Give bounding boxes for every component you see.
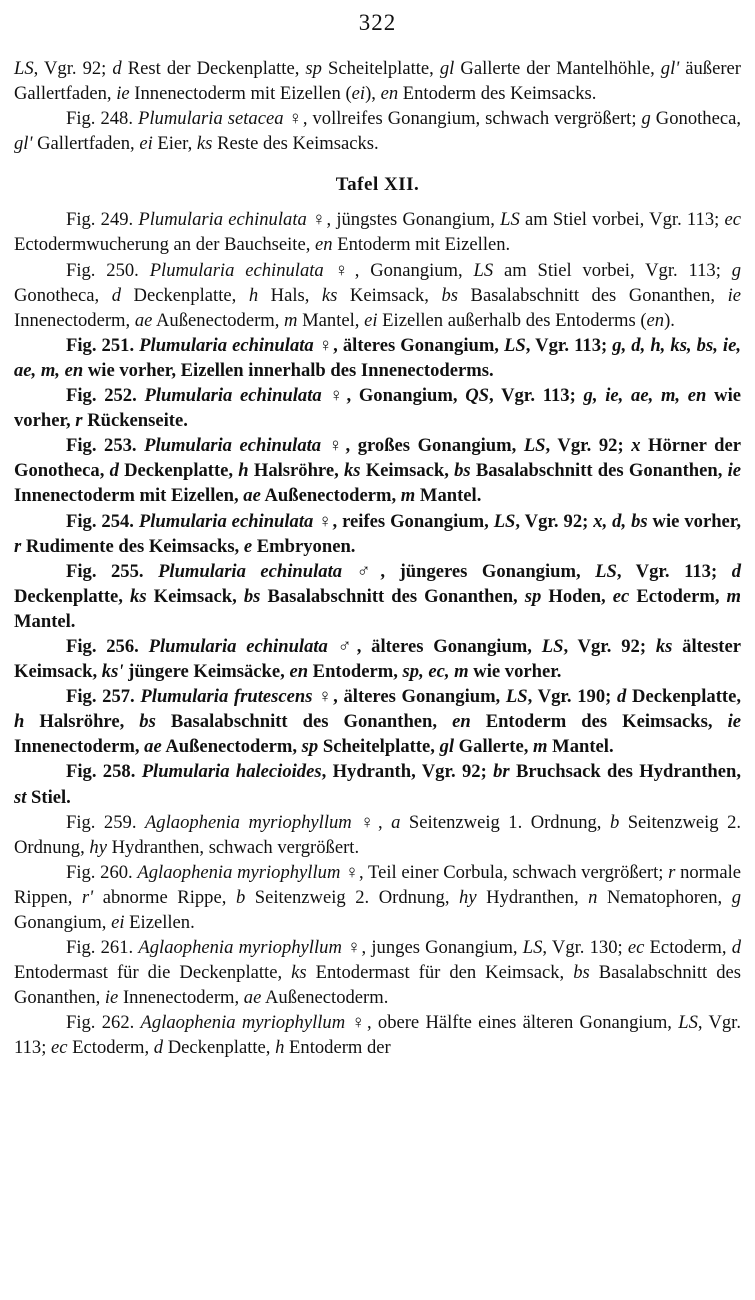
italic-run: ec [627, 937, 645, 959]
figure-caption-248 [14, 106, 741, 156]
italic-run: LS [523, 435, 546, 457]
italic-run: ks' [101, 661, 124, 683]
italic-run: n [588, 886, 598, 908]
text-run: Fig. 249. [66, 209, 139, 231]
text-run: Fig. 256. [66, 635, 149, 657]
italic-run: LS [541, 635, 564, 657]
text-run: Entoderm des Keimsacks. [398, 83, 597, 105]
italic-run: gl' [660, 58, 680, 79]
text-run: Basalabschnitt des Gonanthen, [155, 711, 453, 733]
italic-run: bs [454, 460, 471, 482]
text-run: Entoderm, [308, 661, 403, 683]
italic-run: ks [343, 460, 361, 482]
text-run: Stiel. [26, 786, 71, 808]
italic-run: e [243, 535, 253, 557]
text-run: ♂, älteres Gonangium, [327, 635, 542, 657]
italic-run: d [111, 284, 122, 306]
text-run: Fig. 248. [66, 108, 139, 130]
text-run: Hals, [258, 284, 322, 306]
italic-run: sp [305, 58, 322, 79]
italic-run: h [238, 460, 249, 482]
text-run: Gonotheca, [14, 284, 112, 306]
text-run: Deckenplatte, [626, 686, 742, 708]
italic-run: Plumularia echinulata [149, 259, 324, 281]
italic-run: LS [504, 334, 526, 356]
text-run: Deckenplatte, [118, 460, 239, 482]
italic-run: h [14, 711, 25, 733]
text-run: Eizellen. [124, 912, 195, 933]
text-run: Basalabschnitt des Gonanthen, [260, 585, 525, 607]
italic-run: LS [500, 209, 520, 231]
text-run: Entodermast für die Deckenplatte, [14, 962, 292, 984]
text-run: Keimsack, [337, 284, 442, 306]
italic-run: Aglaophenia myriophyllum [137, 861, 341, 883]
italic-run: d [112, 58, 122, 79]
italic-run: ae [144, 736, 162, 758]
figure-caption-262 [14, 1010, 741, 1060]
text-run: Außenectoderm. [261, 987, 389, 1009]
text-run: Mantel, [297, 309, 365, 331]
italic-run: g [731, 886, 742, 908]
italic-run: x, d, bs [593, 510, 648, 532]
italic-run: r [668, 861, 676, 883]
text-run: Basalabschnitt des Gonanthen, [14, 962, 741, 1009]
text-run: Basalabschnitt des Gonanthen, [470, 460, 728, 482]
italic-run: QS [465, 385, 490, 407]
text-run: Deckenplatte, [163, 1037, 276, 1059]
italic-run: LS [678, 1012, 698, 1034]
page [14, 0, 741, 1061]
text-run: ältester Keimsack, [14, 635, 742, 683]
text-run: Hydranthen, schwach vergrößert. [106, 836, 360, 858]
text-run: Entodermast für den Keimsack, [306, 962, 574, 984]
text-run: Embryonen. [252, 535, 356, 557]
italic-run: bs [441, 284, 459, 306]
italic-run: m [284, 309, 298, 331]
italic-run: m [726, 585, 741, 607]
text-run: abnorme Rippe, [93, 886, 236, 908]
italic-run: en [315, 234, 333, 256]
italic-run: ec [724, 209, 741, 231]
text-run: Gallertfaden, [32, 133, 140, 155]
figure-caption-256 [14, 634, 741, 684]
text-run: Fig. 260. [66, 861, 138, 883]
text-run: ♀, [351, 811, 392, 833]
italic-run: g, ie, ae, m, en [583, 385, 707, 407]
text-run: ♀, großes Gonangium, [321, 435, 524, 457]
text-run: ♀, jüngstes Gonangium, [306, 209, 501, 231]
text-run: wie vorher. [468, 661, 562, 683]
text-run: wie vorher, [647, 510, 741, 532]
italic-run: m [533, 736, 548, 758]
text-run: ♀, vollreifes Gonangium, schwach vergrößert; [283, 108, 642, 130]
text-run: Bruchsack des Hydranthen, [509, 761, 741, 783]
text-run: Scheitelplatte, [318, 736, 440, 758]
figure-caption-251 [14, 333, 741, 383]
text-run: , Vgr. 92; [563, 635, 656, 657]
text-run: Halsröhre, [24, 711, 140, 733]
text-run: wie vorher, Eizellen innerhalb des Innenectoderms. [83, 359, 494, 381]
italic-run: g, d, h, ks, bs, ie, ae, m, en [14, 334, 741, 381]
italic-run: Plumularia echinulata [139, 334, 314, 356]
text-run: Rest der Deckenplatte, [121, 58, 306, 79]
text-run: ). [664, 309, 675, 331]
italic-run: h [275, 1037, 285, 1059]
figure-caption-259 [14, 810, 741, 860]
text-run: , Hydranth, Vgr. 92; [321, 761, 494, 783]
italic-run: h [248, 284, 259, 306]
italic-run: ei [364, 309, 378, 331]
italic-run: ec [612, 585, 630, 607]
text-run: Innenectoderm mit Eizellen ( [129, 83, 352, 105]
text-run: Scheitelplatte, [321, 58, 440, 79]
italic-run: bs [573, 962, 590, 984]
figure-caption-254 [14, 509, 741, 559]
text-run: Fig. 258. [66, 761, 142, 783]
italic-run: Plumularia echinulata [144, 385, 322, 407]
text-run: Gallerte der Mantelhöhle, [454, 58, 661, 79]
italic-run: g [731, 259, 742, 281]
italic-run: Plumularia echinulata [158, 560, 343, 582]
italic-run: ie [727, 284, 742, 306]
text-run: Fig. 253. [66, 435, 145, 457]
text-run: am Stiel vorbei, Vgr. 113; [493, 259, 732, 281]
italic-run: en [380, 83, 399, 105]
text-run: Gonangium, [14, 912, 112, 933]
italic-run: LS [595, 560, 617, 582]
figure-caption-250 [14, 258, 741, 333]
italic-run: Plumularia echinulata [148, 635, 328, 657]
italic-run: st [14, 786, 27, 808]
section-title: Tafel XII. [335, 174, 420, 196]
text-run: Seitenzweig 2. Ordnung, [14, 811, 742, 858]
text-run: Fig. 251. [66, 334, 140, 356]
text-run: Innenectoderm, [14, 736, 145, 758]
text-run: , Vgr. 113; [14, 1012, 741, 1059]
italic-run: d [731, 937, 741, 959]
text-run: Mantel. [547, 736, 614, 758]
italic-run: LS [522, 937, 543, 959]
italic-run: ie [727, 711, 741, 733]
text-run: , Vgr. 113; [489, 385, 584, 407]
text-run: Basalabschnitt des Gonanthen, [458, 284, 728, 306]
text-run: ♀, Teil einer Corbula, schwach vergrößert; [340, 861, 669, 883]
italic-run: ae [243, 485, 261, 507]
text-run: Seitenzweig 1. Ordnung, [400, 811, 610, 833]
italic-run: br [493, 761, 510, 783]
italic-run: ei [111, 912, 125, 933]
text-run: ♀, junges Gonangium, [341, 937, 523, 959]
italic-run: LS [14, 58, 34, 79]
text-run: Keimsack, [360, 460, 455, 482]
text-run: ), [365, 83, 381, 105]
italic-run: ks [655, 635, 673, 657]
text-run: Hydranthen, [476, 886, 589, 908]
italic-run: ks [291, 962, 307, 984]
text-run: , Vgr. 113; [525, 334, 613, 356]
text-run: Ectoderm, [644, 937, 732, 959]
italic-run: LS [493, 510, 516, 532]
italic-run: Aglaophenia myriophyllum [138, 937, 342, 959]
text-run: ♀, älteres Gonangium, [313, 334, 505, 356]
text-run: Fig. 257. [66, 686, 141, 708]
text-run: Entoderm der [284, 1037, 391, 1059]
text-run: ♀, reifes Gonangium, [313, 510, 494, 532]
text-run: Entoderm mit Eizellen. [332, 234, 511, 256]
text-run: Fig. 252. [66, 385, 145, 407]
italic-run: ks [130, 585, 147, 607]
text-run: Fig. 261. [66, 937, 139, 959]
text-run: Keimsack, [146, 585, 244, 607]
text-run: ♂, jüngeres Gonangium, [342, 560, 596, 582]
figure-caption-255 [14, 559, 741, 634]
text-run: wie vorher, [14, 385, 741, 432]
text-run: Gallerte, [454, 736, 534, 758]
italic-run: d [109, 460, 119, 482]
text-run: am Stiel vorbei, Vgr. 113; [519, 209, 725, 231]
text-run: Rückenseite. [82, 410, 188, 432]
text-run: Eizellen außerhalb des Entoderms ( [377, 309, 647, 331]
italic-run: ae [243, 987, 262, 1009]
text-run: Fig. 259. [66, 811, 145, 833]
italic-run: en [452, 711, 471, 733]
body-text [14, 56, 741, 1061]
text-run: Rudimente des Keimsacks, [21, 535, 244, 557]
figure-caption-252 [14, 383, 741, 433]
italic-run: a [391, 811, 401, 833]
text-run: Hoden, [541, 585, 613, 607]
text-run: ♀, Gonangium, [321, 385, 466, 407]
text-run: Außenectoderm, [152, 309, 285, 331]
text-run: normale Rippen, [14, 861, 741, 908]
text-run: Außenectoderm, [161, 736, 302, 758]
text-run: Entoderm des Keimsacks, [470, 711, 728, 733]
italic-run: ie [104, 987, 119, 1009]
text-run: Eier, [152, 133, 197, 155]
italic-run: r [14, 535, 22, 557]
text-run: Fig. 262. [66, 1012, 141, 1034]
italic-run: Aglaophenia myriophyllum [140, 1012, 346, 1034]
italic-run: gl' [14, 133, 33, 155]
text-run: äußerer Gallertfaden, [14, 58, 741, 105]
italic-run: sp [524, 585, 542, 607]
figure-caption-258 [14, 759, 741, 809]
italic-run: gl [439, 736, 455, 758]
italic-run: Plumularia echinulata [138, 209, 307, 231]
italic-run: ei [139, 133, 153, 155]
text-run: Fig. 250. [66, 259, 150, 281]
figure-caption-249 [14, 207, 741, 257]
figure-caption-253 [14, 433, 741, 508]
text-run: , Vgr. 130; [542, 937, 628, 959]
italic-run: ae [134, 309, 153, 331]
italic-run: Plumularia setacea [138, 108, 284, 130]
italic-run: gl [439, 58, 455, 79]
italic-run: ei [351, 83, 366, 105]
italic-run: ks [321, 284, 338, 306]
italic-run: ec [51, 1037, 68, 1059]
italic-run: LS [505, 686, 528, 708]
italic-run: r' [81, 886, 94, 908]
text-run: jüngere Keimsäcke, [123, 661, 290, 683]
italic-run: d [153, 1037, 164, 1059]
text-run: Fig. 255. [66, 560, 159, 582]
text-run: Gonotheca, [650, 108, 741, 130]
italic-run: hy [459, 886, 477, 908]
text-run: Deckenplatte, [14, 585, 131, 607]
italic-run: hy [89, 836, 107, 858]
italic-run: ie [116, 83, 130, 105]
italic-run: sp [301, 736, 319, 758]
italic-run: bs [139, 711, 156, 733]
figure-caption-261 [14, 935, 741, 1010]
text-run: Mantel. [14, 610, 76, 632]
italic-run: Plumularia echinulata [144, 435, 322, 457]
italic-run: b [235, 886, 246, 908]
italic-run: LS [473, 259, 494, 281]
italic-run: sp, ec, m [402, 661, 469, 683]
text-run: , Vgr. 92; [515, 510, 594, 532]
italic-run: d [731, 560, 741, 582]
italic-run: en [289, 661, 309, 683]
italic-run: Plumularia frutescens [140, 686, 313, 708]
italic-run: g [641, 108, 651, 130]
text-run: Nematophoren, [597, 886, 732, 908]
figure-caption-257 [14, 684, 741, 759]
italic-run: m [400, 485, 416, 507]
text-run: , Vgr. 190; [527, 686, 618, 708]
italic-run: r [75, 410, 83, 432]
italic-run: Aglaophenia myriophyllum [144, 811, 352, 833]
text-run: Ectoderm, [67, 1037, 154, 1059]
text-run: , Vgr. 92; [545, 435, 632, 457]
text-run: , Vgr. 113; [616, 560, 732, 582]
text-run: Fig. 254. [66, 510, 139, 532]
italic-run: b [609, 811, 620, 833]
text-run: Hörner der Gonotheca, [14, 435, 741, 482]
page-number: 322 [358, 10, 397, 35]
text-run: Deckenplatte, [121, 284, 249, 306]
italic-run: d [617, 686, 627, 708]
italic-run: ie [727, 460, 742, 482]
text-run: Innenectoderm mit Eizellen, [14, 485, 244, 507]
text-run: ♀, älteres Gonangium, [312, 686, 506, 708]
text-run: Ectoderm, [629, 585, 727, 607]
text-run: Halsröhre, [248, 460, 344, 482]
text-run: Innenectoderm, [118, 987, 244, 1009]
text-run: Reste des Keimsacks. [212, 133, 379, 155]
italic-run: Plumularia halecioides [141, 761, 322, 783]
text-run: ♀, obere Hälfte eines älteren Gonangium, [345, 1012, 679, 1034]
text-run: Mantel. [415, 485, 482, 507]
italic-run: bs [243, 585, 261, 607]
figure-caption-260 [14, 860, 741, 935]
italic-run: ks [196, 133, 213, 155]
italic-run: x [631, 435, 641, 457]
paragraph-continuation [14, 56, 741, 106]
text-run: Ectodermwucherung an der Bauchseite, [14, 234, 315, 256]
text-run: Außenectoderm, [260, 485, 401, 507]
italic-run: en [646, 309, 665, 331]
text-run: Innenectoderm, [14, 309, 135, 331]
italic-run: Plumularia echinulata [138, 510, 314, 532]
text-run: ♀, Gonangium, [323, 259, 474, 281]
text-run: , Vgr. 92; [33, 58, 113, 79]
text-run: Seitenzweig 2. Ordnung, [245, 886, 460, 908]
